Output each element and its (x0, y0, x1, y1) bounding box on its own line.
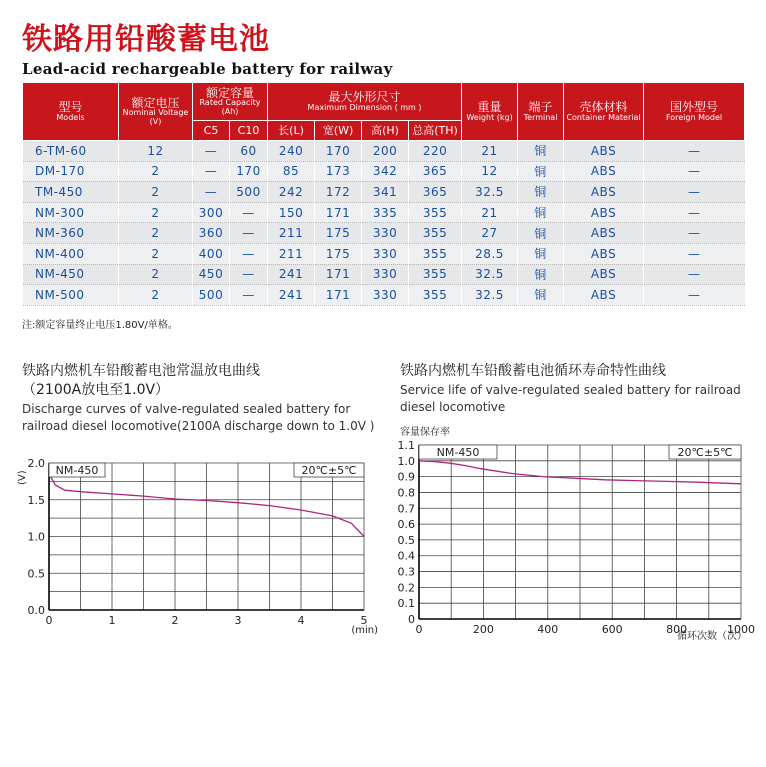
cell-terminal: 铜 (518, 243, 564, 264)
cell-voltage: 2 (119, 285, 193, 306)
y-tick-label: 0.9 (397, 470, 415, 484)
cell-terminal: 铜 (518, 182, 564, 203)
cell-c5: 500 (193, 285, 230, 306)
cell-container: ABS (564, 202, 644, 223)
header-voltage: 额定电压 Nominal Voltage (V) (119, 83, 193, 141)
cell-foreign: — (644, 285, 745, 306)
y-tick-label: 0.0 (27, 604, 45, 617)
cell-c5: 400 (193, 243, 230, 264)
x-tick-label: 400 (537, 623, 559, 636)
cell-c10: 500 (230, 182, 268, 203)
cell-l: 211 (268, 223, 315, 244)
cell-model: NM-500 (23, 285, 119, 306)
cell-foreign: — (644, 161, 745, 182)
cell-voltage: 2 (119, 161, 193, 182)
model-label: NM-450 (55, 464, 99, 477)
x-tick-label: 3 (234, 614, 242, 627)
cell-weight: 27 (462, 223, 518, 244)
cell-c5: 450 (193, 264, 230, 285)
table-row (23, 264, 745, 285)
cell-c10: — (230, 202, 268, 223)
model-label: NM-450 (436, 446, 480, 459)
header-c10: C10 (230, 121, 268, 141)
cell-th: 355 (409, 264, 462, 285)
cell-l: 150 (268, 202, 315, 223)
footnote: 注:额定容量终止电压1.80V/单格。 (22, 320, 178, 331)
x-tick-label: 600 (601, 623, 623, 636)
cell-voltage: 2 (119, 264, 193, 285)
cell-foreign: — (644, 202, 745, 223)
cell-weight: 32.5 (462, 264, 518, 285)
cell-c10: — (230, 264, 268, 285)
y-axis-label: (V) (17, 470, 28, 485)
cell-h: 341 (362, 182, 409, 203)
cell-container: ABS (564, 141, 644, 162)
cell-w: 173 (315, 161, 362, 182)
cell-c10: 60 (230, 141, 268, 162)
cell-w: 171 (315, 285, 362, 306)
header-foreign-model: 国外型号 Foreign Model (644, 83, 745, 141)
cell-terminal: 铜 (518, 141, 564, 162)
cell-container: ABS (564, 223, 644, 244)
cell-container: ABS (564, 264, 644, 285)
cell-c5: — (193, 141, 230, 162)
cell-w: 175 (315, 243, 362, 264)
cell-weight: 32.5 (462, 182, 518, 203)
cell-c5: 360 (193, 223, 230, 244)
header-c5: C5 (193, 121, 230, 141)
cell-voltage: 2 (119, 223, 193, 244)
cell-container: ABS (564, 161, 644, 182)
cell-voltage: 2 (119, 182, 193, 203)
header-length: 长(L) (268, 121, 315, 141)
table-row (23, 161, 745, 182)
table-row (23, 223, 745, 244)
x-axis-label: 循环次数（次） (677, 631, 747, 642)
cell-c5: 300 (193, 202, 230, 223)
cell-th: 355 (409, 223, 462, 244)
y-tick-label: 0.6 (397, 518, 415, 532)
header-height: 高(H) (362, 121, 409, 141)
cell-container: ABS (564, 285, 644, 306)
cell-h: 200 (362, 141, 409, 162)
chart2-title-cn: 铁路内燃机车铅酸蓄电池循环寿命特性曲线 (400, 363, 666, 379)
cell-h: 342 (362, 161, 409, 182)
cell-voltage: 2 (119, 243, 193, 264)
temp-label: 20℃±5℃ (301, 464, 357, 477)
cell-weight: 21 (462, 141, 518, 162)
cell-foreign: — (644, 141, 745, 162)
cell-terminal: 铜 (518, 264, 564, 285)
cell-model: DM-170 (23, 161, 119, 182)
header-model: 型号 Models (23, 83, 119, 141)
cell-l: 241 (268, 285, 315, 306)
cell-foreign: — (644, 264, 745, 285)
y-tick-label: 0.5 (397, 533, 415, 547)
y-tick-label: 2.0 (27, 457, 45, 470)
cell-l: 241 (268, 264, 315, 285)
cell-model: TM-450 (23, 182, 119, 203)
x-tick-label: 5 (360, 614, 368, 627)
cell-th: 355 (409, 202, 462, 223)
page-subtitle: Lead-acid rechargeable battery for railway (22, 60, 393, 78)
discharge-chart (0, 440, 390, 650)
cell-container: ABS (564, 243, 644, 264)
cell-l: 242 (268, 182, 315, 203)
y-tick-label: 1.1 (397, 439, 415, 452)
cell-w: 170 (315, 141, 362, 162)
temp-label: 20℃±5℃ (677, 446, 733, 459)
y-axis-label: 容量保存率 (400, 427, 450, 438)
y-tick-label: 0.3 (397, 565, 415, 579)
cell-model: NM-360 (23, 223, 119, 244)
cell-container: ABS (564, 182, 644, 203)
cycle-life-chart (390, 420, 766, 650)
header-capacity: 额定容量 Rated Capacity (Ah) (193, 83, 268, 121)
y-tick-label: 0.8 (397, 486, 415, 500)
chart1-title-cn-sub: （2100A放电至1.0V） (22, 382, 170, 398)
cell-model: 6-TM-60 (23, 141, 119, 162)
cell-l: 85 (268, 161, 315, 182)
cell-c5: — (193, 161, 230, 182)
cell-c10: 170 (230, 161, 268, 182)
y-tick-label: 0.4 (397, 549, 415, 563)
chart2-title-en: Service life of valve-regulated sealed battery for railroad diesel locomotive (400, 383, 741, 415)
cell-h: 335 (362, 202, 409, 223)
cell-weight: 12 (462, 161, 518, 182)
y-tick-label: 0.7 (397, 502, 415, 516)
table-row (23, 243, 745, 264)
table-row (23, 202, 745, 223)
cell-weight: 32.5 (462, 285, 518, 306)
cell-th: 355 (409, 243, 462, 264)
cell-terminal: 铜 (518, 285, 564, 306)
cell-foreign: — (644, 243, 745, 264)
cell-model: NM-400 (23, 243, 119, 264)
cell-c5: — (193, 182, 230, 203)
cell-w: 172 (315, 182, 362, 203)
cell-c10: — (230, 243, 268, 264)
cell-l: 240 (268, 141, 315, 162)
y-tick-label: 1.0 (397, 454, 415, 468)
cell-terminal: 铜 (518, 223, 564, 244)
y-tick-label: 1.0 (27, 530, 45, 544)
x-tick-label: 0 (415, 623, 423, 636)
x-axis-label: (min) (351, 625, 378, 636)
cell-w: 171 (315, 202, 362, 223)
cell-foreign: — (644, 223, 745, 244)
chart1-title-cn: 铁路内燃机车铅酸蓄电池常温放电曲线 (22, 363, 260, 379)
table-row (23, 141, 745, 162)
header-terminal: 端子 Terminal (518, 83, 564, 141)
cell-c10: — (230, 223, 268, 244)
cell-h: 330 (362, 223, 409, 244)
y-tick-label: 0.1 (397, 597, 415, 611)
x-tick-label: 200 (472, 623, 494, 636)
cell-foreign: — (644, 182, 745, 203)
cell-w: 175 (315, 223, 362, 244)
header-total-height: 总高(TH) (409, 121, 462, 141)
header-container: 壳体材料 Container Material (564, 83, 644, 141)
y-tick-label: 1.5 (27, 493, 45, 507)
x-tick-label: 4 (297, 614, 305, 627)
y-tick-label: 0.2 (397, 581, 415, 595)
cell-terminal: 铜 (518, 202, 564, 223)
spec-table (22, 82, 745, 306)
cell-h: 330 (362, 285, 409, 306)
header-width: 宽(W) (315, 121, 362, 141)
cell-h: 330 (362, 243, 409, 264)
header-weight: 重量 Weight (kg) (462, 83, 518, 141)
cell-voltage: 12 (119, 141, 193, 162)
cell-voltage: 2 (119, 202, 193, 223)
page-title: 铁路用铅酸蓄电池 (22, 22, 270, 57)
chart1-title-en: Discharge curves of valve-regulated sealed battery for railroad diesel locomotive(2100A discharge down to 1.0V ) (22, 402, 375, 434)
cell-weight: 28.5 (462, 243, 518, 264)
cell-w: 171 (315, 264, 362, 285)
cell-l: 211 (268, 243, 315, 264)
x-tick-label: 1 (108, 614, 116, 627)
cell-weight: 21 (462, 202, 518, 223)
table-row (23, 182, 745, 203)
x-tick-label: 2 (171, 614, 179, 627)
x-tick-label: 1000 (727, 623, 755, 636)
cell-model: NM-300 (23, 202, 119, 223)
cell-th: 365 (409, 182, 462, 203)
cell-th: 355 (409, 285, 462, 306)
header-dimension: 最大外形尺寸 Maximum Dimension ( mm ) (268, 83, 462, 121)
cell-th: 365 (409, 161, 462, 182)
x-tick-label: 0 (45, 614, 53, 627)
cell-c10: — (230, 285, 268, 306)
table-row (23, 285, 745, 306)
cell-th: 220 (409, 141, 462, 162)
y-tick-label: 0 (408, 613, 415, 626)
cell-model: NM-450 (23, 264, 119, 285)
cell-h: 330 (362, 264, 409, 285)
y-tick-label: 0.5 (27, 567, 45, 581)
x-tick-label: 800 (666, 623, 688, 636)
cell-terminal: 铜 (518, 161, 564, 182)
